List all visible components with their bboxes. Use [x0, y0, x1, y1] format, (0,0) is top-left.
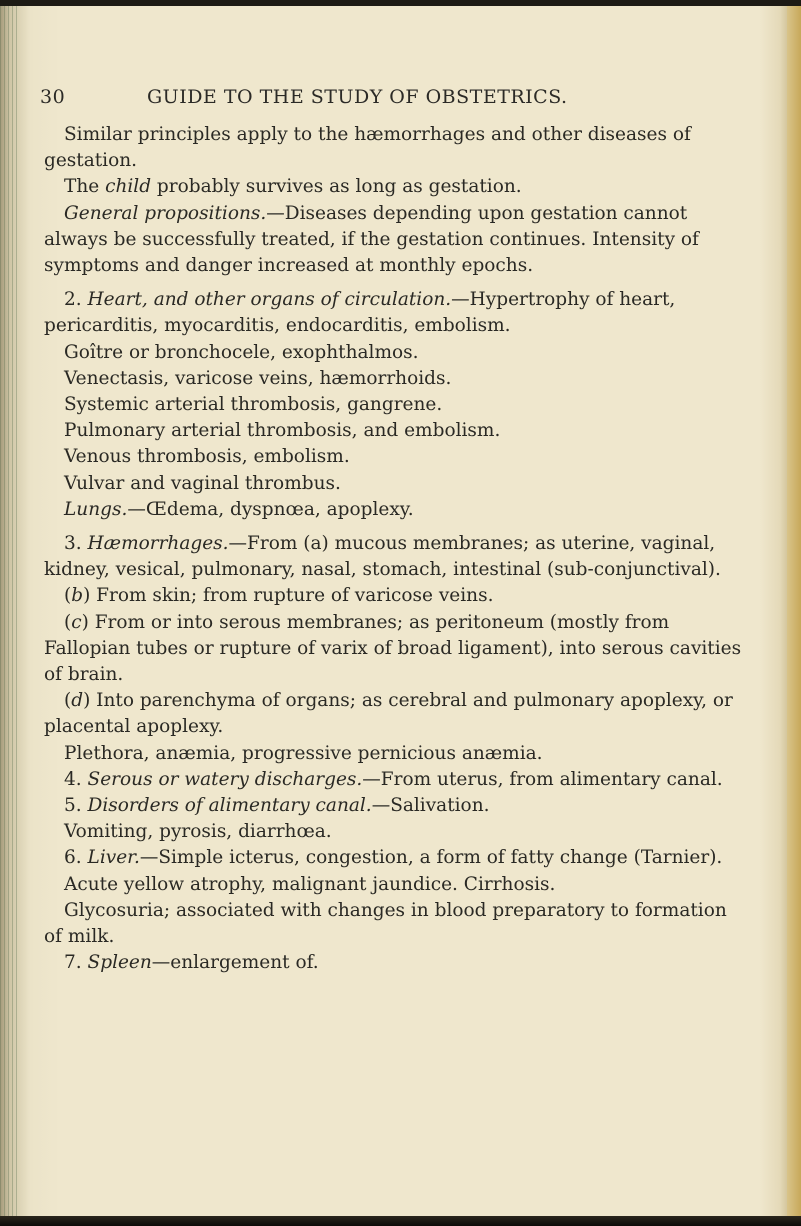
paragraph: General propositions.—Diseases depending upon gestation cannot always be successfully treated, if the gestation continues. Intensity of symptoms and danger increased at monthly epochs. — [44, 202, 699, 277]
list-item: Systemic arterial thrombosis, gangrene. — [64, 394, 443, 416]
list-item: (c) From or into serous membranes; as peritoneum (mostly from Fallopian tubes or rupture of varix of broad ligament), into serous cavities of brain. — [44, 611, 742, 686]
page-gutter — [0, 0, 18, 1226]
page-number: 30 — [40, 86, 66, 108]
list-item: Vulvar and vaginal thrombus. — [64, 472, 341, 494]
page-edge — [787, 0, 801, 1226]
running-header — [0, 86, 801, 114]
section-heading: 2. Heart, and other organs of circulation.—Hypertrophy of heart, pericarditis, myocarditis, endocarditis, embolism. — [44, 289, 676, 337]
list-item: Lungs.—Œdema, dyspnœa, apoplexy. — [64, 498, 414, 520]
paragraph: Similar principles apply to the hæmorrhages and other diseases of gestation. — [44, 124, 691, 172]
list-item: (d) Into parenchyma of organs; as cerebral and pulmonary apoplexy, or placental apoplexy. — [44, 690, 733, 738]
list-item: (b) From skin; from rupture of varicose veins. — [64, 585, 494, 607]
section-heading: 4. Serous or watery discharges.—From uterus, from alimentary canal. — [64, 768, 723, 790]
section-heading: 6. Liver.—Simple icterus, congestion, a form of fatty change (Tarnier). — [64, 847, 723, 869]
list-item: Plethora, anæmia, progressive pernicious anæmia. — [64, 742, 543, 764]
bottom-border — [0, 1216, 801, 1226]
paragraph: The child probably survives as long as gestation. — [64, 176, 522, 198]
list-item: Venectasis, varicose veins, hæmorrhoids. — [64, 367, 452, 389]
section-heading: 7. Spleen—enlargement of. — [64, 952, 319, 974]
list-item: Venous thrombosis, embolism. — [64, 446, 350, 468]
list-item: Glycosuria; associated with changes in blood preparatory to formation of milk. — [44, 899, 727, 948]
section-heading: 3. Hæmorrhages.—From (a) mucous membranes; as uterine, vaginal, kidney, vesical, pulmonary, nasal, stomach, intestinal (sub-conjunctival). — [44, 533, 721, 581]
list-item: Goître or bronchocele, exophthalmos. — [64, 341, 419, 363]
body-text — [44, 122, 750, 977]
list-item: Acute yellow atrophy, malignant jaundice. Cirrhosis. — [64, 873, 556, 895]
running-title: GUIDE TO THE STUDY OF OBSTETRICS. — [147, 86, 568, 108]
list-item: Vomiting, pyrosis, diarrhœa. — [64, 821, 332, 843]
section-heading: 5. Disorders of alimentary canal.—Salivation. — [64, 795, 490, 817]
list-item: Pulmonary arterial thrombosis, and embolism. — [64, 420, 501, 442]
top-border — [0, 0, 801, 6]
